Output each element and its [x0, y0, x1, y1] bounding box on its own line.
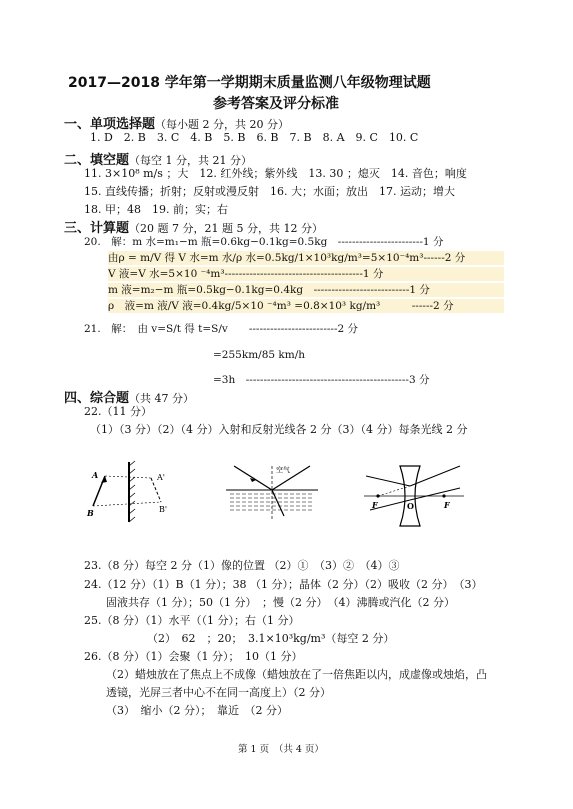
q26-line-1: 26.（8 分）（1）会聚（1 分）； 10（1 分）: [84, 650, 303, 663]
q21-line-3: =3h ----------------------------------------------3 分: [213, 374, 430, 386]
q24-line-2: 固液共存（1 分）；50（1 分） ；慢（2 分） （4）沸腾或汽化（2 分）: [106, 596, 455, 609]
page-subtitle: 参考答案及评分标准: [213, 96, 339, 112]
label-f-left: F: [372, 500, 378, 510]
label-a-prime: A': [157, 473, 165, 482]
q21-line-2: =255km/85 km/h: [213, 349, 306, 361]
label-b: B: [87, 508, 94, 518]
q25-line-1: 25.（8 分）（1）水平（（1 分）；右（1 分）: [84, 614, 300, 627]
q20-line-5: ρ 液=m 液/V 液=0.4kg/5×10 ⁻⁴m³ =0.8×10³ kg/m³ ------2 分: [108, 299, 504, 313]
section-1-answers: 1. D 2. B 3. C 4. B 5. B 6. B 7. B 8. A 9. C 10. C: [90, 131, 419, 144]
section-3-title: 三、计算题: [64, 221, 130, 236]
q22-header: 22.（11 分）: [84, 405, 152, 418]
q26-line-3: 透镜，光屏三者中心不在同一高度上）（2 分）: [106, 686, 331, 699]
section-4-title: 四、综合题: [64, 391, 130, 406]
q26-line-2: （2）蜡烛放在了焦点上不成像（蜡烛放在了一倍焦距以内，成虚像或烛焰，凸: [106, 668, 487, 681]
section-2-line-1: 11. 3×10⁸ m/s ；大 12. 红外线；紫外线 13. 30 ；熄灭 14. 音色；响度: [84, 167, 467, 180]
q20-line-1: 20. 解：m 水=m₁−m 瓶=0.6kg−0.1kg=0.5kg ------------------------1 分: [84, 236, 444, 248]
section-2-line-3: 18. 甲；48 19. 前；实；右: [84, 203, 228, 216]
q24-line-1: 24.（12 分）（1）B（1 分）；38 （1 分）；晶体（2 分）（2）吸收（2 分） （3）: [84, 578, 483, 591]
q20-line-2: 由ρ = m/V 得 V 水=m 水/ρ 水=0.5kg/1×10³kg/m³=5×10⁻⁴m³------2 分: [108, 251, 504, 265]
plane-mirror-diagram: [85, 460, 185, 530]
section-1-title: 一、单项选择题: [64, 117, 156, 132]
q22-detail: （1）（3 分）（2）（4 分）入射和反射光线各 2 分（3）（4 分）每条光线 2 分: [90, 423, 468, 436]
section-4-header: [64, 387, 194, 406]
label-air: 空气: [276, 466, 290, 474]
refraction-diagram: [222, 460, 322, 532]
label-o: O: [407, 501, 414, 511]
section-2-title: 二、填空题: [64, 153, 130, 168]
q21-line-1: 21. 解： 由 v=S/t 得 t=S/v -------------------------2 分: [84, 323, 359, 335]
q20-line-3: V 液=V 水=5×10 ⁻⁴m³---------------------------------------1 分: [108, 267, 504, 281]
section-3-header: [64, 217, 323, 236]
page-title: 2017—2018 学年第一学期期末质量监测八年级物理试题: [68, 75, 431, 91]
q20-line-4: m 液=m₂−m 瓶=0.5kg−0.1kg=0.4kg ---------------------------1 分: [108, 283, 504, 297]
page-footer: 第 1 页 （共 4 页）: [238, 744, 324, 755]
label-f-right: F: [444, 500, 450, 510]
section-2-note: （每空 1 分，共 21 分）: [129, 154, 252, 167]
section-2-header: [64, 149, 252, 168]
q26-line-4: （3） 缩小（2 分）； 靠近 （2 分）: [106, 704, 288, 717]
q23-line: 23.（8 分）每空 2 分（1）像的位置 （2）① （3）② （4）③: [84, 559, 400, 572]
q25-line-2: （2） 62 ；20； 3.1×10³kg/m³（每空 2 分）: [147, 632, 395, 645]
section-2-line-2: 15. 直线传播；折射；反射或漫反射 16. 大；水面；放出 17. 运动；增大: [84, 185, 455, 198]
section-3-note: （20 题 7 分，21 题 5 分，共 12 分）: [129, 222, 323, 235]
section-1-note: （每小题 2 分，共 20 分）: [155, 118, 289, 131]
section-1-header: [64, 113, 289, 132]
label-b-prime: B': [159, 505, 168, 514]
label-a: A: [92, 470, 99, 480]
section-4-note: （共 47 分）: [129, 392, 195, 405]
concave-lens-diagram: [360, 462, 468, 528]
